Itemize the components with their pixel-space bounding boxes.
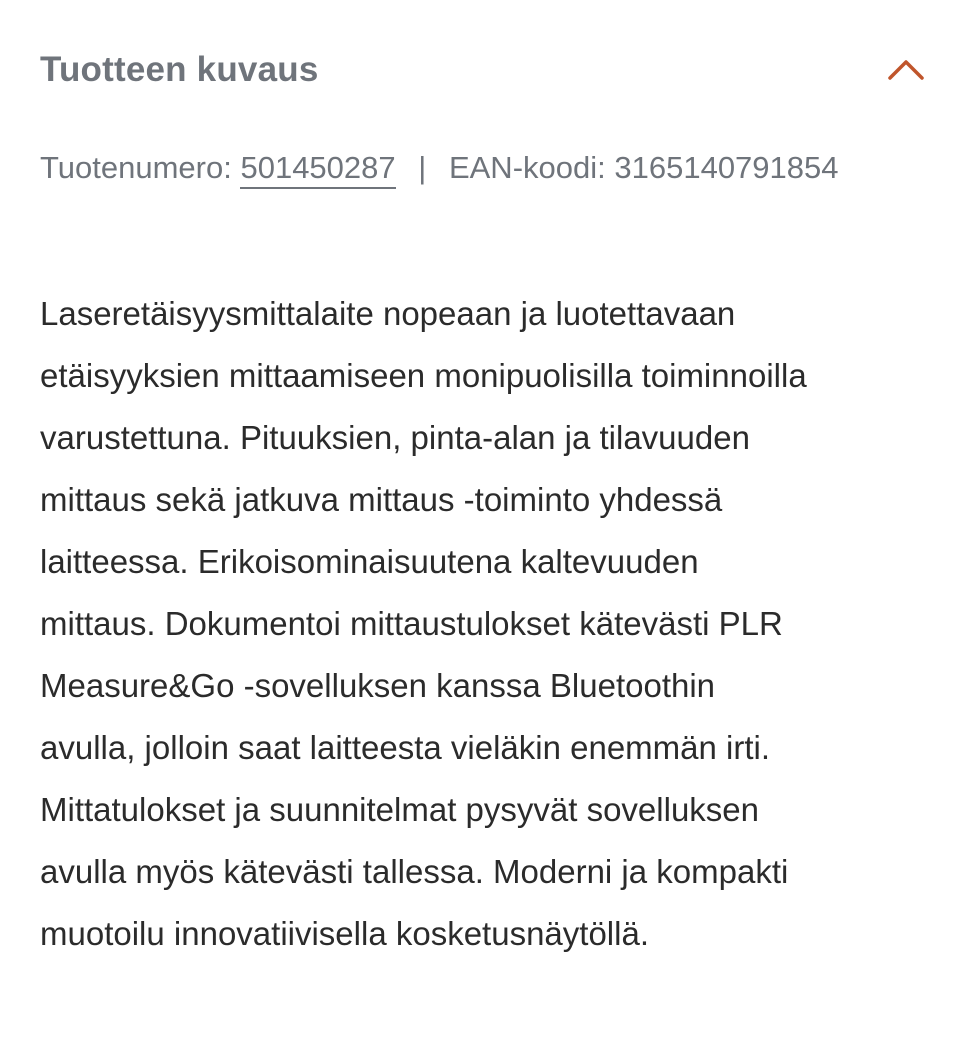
ean-label: EAN-koodi: <box>448 150 606 185</box>
ean-value: 3165140791854 <box>614 150 839 185</box>
description-line: Mittatulokset ja suunnitelmat pysyvät sovelluksen <box>40 791 760 828</box>
meta-separator: | <box>418 150 427 185</box>
description-line: varustettuna. Pituuksien, pinta-alan ja tilavuuden <box>40 419 750 456</box>
product-description-toggle[interactable] <box>40 40 920 100</box>
description-line: Measure&Go -sovelluksen kanssa Bluetoothin <box>40 667 716 704</box>
product-number-label: Tuotenumero: <box>40 150 232 185</box>
product-number-link[interactable]: 501450287 <box>240 150 395 189</box>
product-description-text <box>40 283 920 965</box>
description-line: Laseretäisyysmittalaite nopeaan ja luotettavaan <box>40 295 736 332</box>
description-line: laitteessa. Erikoisominaisuutena kaltevuuden <box>40 543 699 580</box>
description-line: muotoilu innovatiivisella kosketusnäytöllä. <box>40 915 649 952</box>
description-line: mittaus. Dokumentoi mittaustulokset kätevästi PLR <box>40 605 783 642</box>
chevron-up-icon[interactable] <box>886 50 926 90</box>
description-line: avulla, jolloin saat laitteesta vieläkin enemmän irti. <box>40 729 771 766</box>
description-line: etäisyyksien mittaamiseen monipuolisilla toiminnoilla <box>40 357 807 394</box>
section-title: Tuotteen kuvaus <box>40 50 319 89</box>
description-line: avulla myös kätevästi tallessa. Moderni ja kompakti <box>40 853 789 890</box>
product-meta <box>40 150 839 186</box>
description-line: mittaus sekä jatkuva mittaus -toiminto yhdessä <box>40 481 723 518</box>
